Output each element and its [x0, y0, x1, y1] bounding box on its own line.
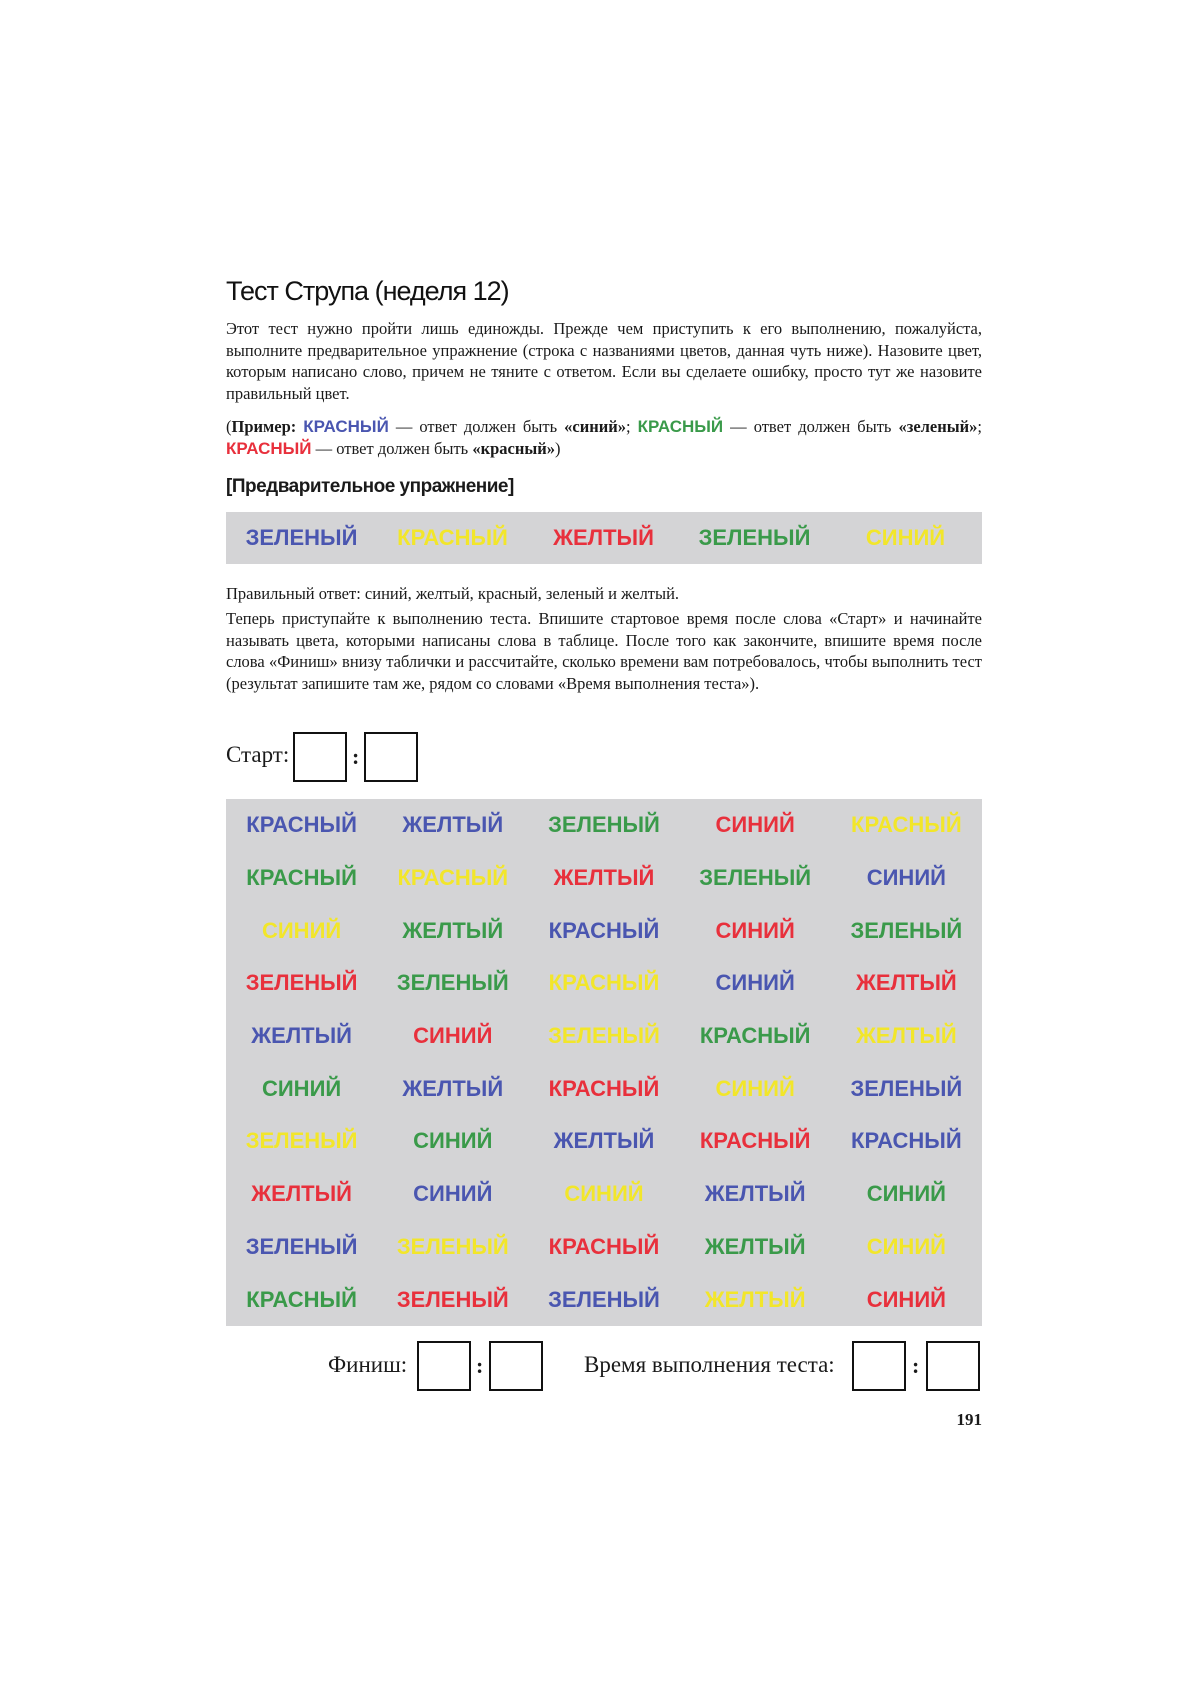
stroop-word: ЗЕЛЕНЫЙ — [245, 1233, 358, 1259]
stroop-word: ЖЕЛТЫЙ — [402, 812, 504, 838]
page-number: 191 — [956, 1410, 982, 1429]
example-answer: «красный» — [472, 438, 555, 458]
stroop-word: КРАСНЫЙ — [699, 1023, 811, 1049]
stroop-word: ЗЕЛЕНЫЙ — [548, 1286, 660, 1312]
example-paragraph — [226, 416, 982, 459]
duration-hours-box[interactable] — [852, 1341, 906, 1391]
stroop-word: КРАСНЫЙ — [246, 812, 357, 838]
stroop-word: ЗЕЛЕНЫЙ — [548, 812, 660, 838]
example-word-blue: КРАСНЫЙ — [303, 417, 389, 436]
stroop-word: СИНИЙ — [715, 1075, 795, 1101]
practice-word: КРАСНЫЙ — [397, 525, 508, 550]
stroop-word: ЗЕЛЕНЫЙ — [850, 1075, 963, 1101]
stroop-word: СИНИЙ — [715, 970, 795, 996]
stroop-word: ЗЕЛЕНЫЙ — [396, 970, 509, 996]
stroop-word: КРАСНЫЙ — [246, 865, 357, 891]
stroop-word: КРАСНЫЙ — [548, 970, 660, 996]
example-word-red: КРАСНЫЙ — [226, 438, 312, 458]
stroop-word: ЖЕЛТЫЙ — [251, 1181, 352, 1207]
example-open: ( — [226, 417, 232, 436]
start-hours-box[interactable] — [293, 732, 347, 782]
finish-label: Финиш: — [328, 1352, 408, 1377]
example-answer: «зеленый» — [898, 417, 978, 436]
stroop-word: СИНИЙ — [715, 812, 795, 838]
stroop-word: ЗЕЛЕНЫЙ — [699, 865, 812, 891]
example-separator: ; — [626, 417, 638, 436]
stroop-word: ЗЕЛЕНЫЙ — [396, 1286, 509, 1312]
stroop-word: КРАСНЫЙ — [246, 1286, 357, 1312]
finish-hours-box[interactable] — [417, 1341, 471, 1391]
example-close: ) — [554, 438, 561, 458]
start-label: Старт: — [226, 742, 290, 767]
duration-label: Время выполнения теста: — [584, 1352, 835, 1377]
practice-heading: [Предварительное упражнение] — [226, 476, 514, 497]
stroop-word: ЖЕЛТЫЙ — [251, 1023, 352, 1049]
stroop-word: ЖЕЛТЫЙ — [553, 865, 655, 891]
stroop-word: КРАСНЫЙ — [548, 1233, 660, 1259]
stroop-word: КРАСНЫЙ — [548, 917, 660, 943]
example-text: — ответ должен быть — [311, 438, 473, 458]
stroop-word: СИНИЙ — [564, 1181, 644, 1207]
practice-word: ЗЕЛЕНЫЙ — [245, 525, 358, 550]
practice-row — [226, 512, 982, 564]
example-answer: «синий» — [564, 417, 626, 436]
stroop-word: ЗЕЛЕНЫЙ — [245, 1128, 358, 1154]
stroop-word: ЖЕЛТЫЙ — [402, 917, 504, 943]
correct-answer: Правильный ответ: синий, желтый, красный, зеленый и желтый. — [226, 584, 680, 603]
stroop-word: ЗЕЛЕНЫЙ — [548, 1023, 660, 1049]
practice-word: СИНИЙ — [865, 525, 946, 550]
stroop-word: ЗЕЛЕНЫЙ — [850, 917, 963, 943]
stroop-word: КРАСНЫЙ — [851, 812, 962, 838]
intro-paragraph: Этот тест нужно пройти лишь единожды. Прежде чем приступить к его выполнению, пожалуйста, выполните предварительное упражнение (строка с названиями цветов, данная чуть ниже). Назовите цвет, которым написано слово, причем не тяните с ответом. Если вы сделаете ошибку, просто тут же назовите правильный цвет. — [226, 319, 982, 403]
page-title: Тест Струпа (неделя 12) — [226, 276, 509, 306]
stroop-word: СИНИЙ — [261, 917, 342, 943]
stroop-word: ЖЕЛТЫЙ — [704, 1286, 806, 1312]
finish-minutes-box[interactable] — [489, 1341, 543, 1391]
instructions-paragraph: Теперь приступайте к выполнению теста. Впишите стартовое время после слова «Старт» и начинайте называть цвета, которыми написаны слова в таблице. После того как закончите, впишите время после слова «Финиш» внизу таблички и рассчитайте, сколько времени вам потребовалось, чтобы выполнить тест (результат запишите там же, рядом со словами «Время выполнения теста»). — [226, 609, 982, 693]
duration-minutes-box[interactable] — [926, 1341, 980, 1391]
stroop-word: ЗЕЛЕНЫЙ — [245, 970, 358, 996]
stroop-word: ЖЕЛТЫЙ — [855, 970, 957, 996]
stroop-word: КРАСНЫЙ — [699, 1128, 811, 1154]
example-label: Пример: — [231, 417, 297, 436]
example-separator: ; — [977, 417, 982, 436]
stroop-word: ЗЕЛЕНЫЙ — [396, 1233, 509, 1259]
stroop-word: ЖЕЛТЫЙ — [704, 1181, 806, 1207]
stroop-word: СИНИЙ — [261, 1075, 342, 1101]
stroop-word: СИНИЙ — [413, 1181, 493, 1207]
stroop-word: СИНИЙ — [715, 917, 795, 943]
stroop-word: КРАСНЫЙ — [548, 1075, 660, 1101]
stroop-word: СИНИЙ — [413, 1023, 493, 1049]
example-word-green: КРАСНЫЙ — [637, 417, 724, 436]
start-colon: : — [352, 744, 360, 769]
example-text: — ответ должен быть — [388, 417, 565, 436]
duration-colon: : — [912, 1353, 920, 1378]
book-page — [226, 0, 986, 1698]
stroop-word: ЖЕЛТЫЙ — [553, 1128, 655, 1154]
stroop-word: СИНИЙ — [866, 1181, 946, 1207]
stroop-word: ЖЕЛТЫЙ — [402, 1075, 504, 1101]
finish-colon: : — [476, 1353, 484, 1378]
start-minutes-box[interactable] — [364, 732, 418, 782]
stroop-word: СИНИЙ — [866, 865, 946, 891]
stroop-word: КРАСНЫЙ — [851, 1128, 962, 1154]
practice-word: ЗЕЛЕНЫЙ — [698, 525, 811, 550]
example-text: — ответ должен быть — [723, 417, 899, 436]
stroop-word: ЖЕЛТЫЙ — [704, 1233, 806, 1259]
stroop-grid — [226, 799, 982, 1326]
stroop-word: КРАСНЫЙ — [397, 865, 509, 891]
stroop-word: СИНИЙ — [413, 1128, 493, 1154]
stroop-word: СИНИЙ — [866, 1233, 946, 1259]
stroop-word: СИНИЙ — [866, 1286, 946, 1312]
practice-word: ЖЕЛТЫЙ — [553, 525, 654, 550]
stroop-word: ЖЕЛТЫЙ — [855, 1023, 957, 1049]
